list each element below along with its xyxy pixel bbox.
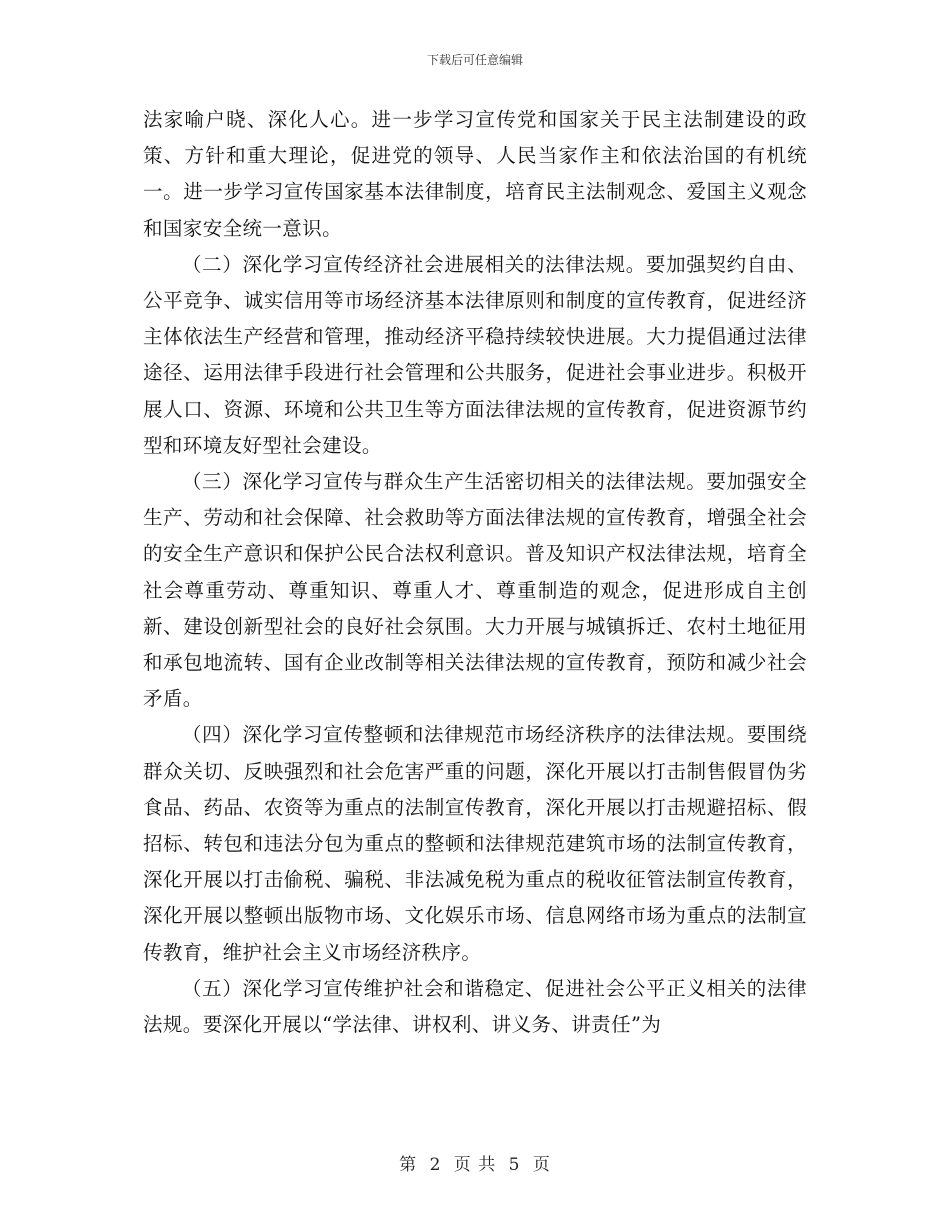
- total-page-count: 5: [508, 1155, 521, 1175]
- footer-middle: 页 共: [453, 1155, 497, 1175]
- paragraph-continuation: 法家喻户晓、深化人心。进一步学习宣传党和国家关于民主法制建设的政策、方针和重大理论，促进党的领导、人民当家作主和依法治国的有机统一。进一步学习宣传国家基本法律制度，培育民主法制观念、爱国主义观念和国家安全统一意识。: [143, 108, 807, 240]
- footer-suffix: 页: [532, 1155, 551, 1175]
- page-header: 下载后可任意编辑: [426, 53, 523, 67]
- page-footer: [0, 1154, 950, 1176]
- paragraph-section-4: （四）深化学习宣传整顿和法律规范市场经济秩序的法律法规。要围绕群众关切、反映强烈和社会危害严重的问题，深化开展以打击制售假冒伪劣食品、药品、农资等为重点的法制宣传教育，深化开展以打击规避招标、假招标、转包和违法分包为重点的整顿和法律规范建筑市场的法制宣传教育，深化开展以打击偷税、骗税、非法减免税为重点的税收征管法制宣传教育，深化开展以整顿出版物市场、文化娱乐市场、信息网络市场为重点的法制宣传教育，维护社会主义市场经济秩序。: [143, 723, 807, 964]
- current-page-number: 2: [429, 1155, 442, 1175]
- paragraph-section-2: （二）深化学习宣传经济社会进展相关的法律法规。要加强契约自由、公平竞争、诚实信用等市场经济基本法律原则和制度的宣传教育，促进经济主体依法生产经营和管理，推动经济平稳持续较快进展。大力提倡通过法律途径、运用法律手段进行社会管理和公共服务，促进社会事业进步。积极开展人口、资源、环境和公共卫生等方面法律法规的宣传教育，促进资源节约型和环境友好型社会建设。: [143, 252, 807, 457]
- footer-prefix: 第: [399, 1155, 418, 1175]
- paragraph-section-3: （三）深化学习宣传与群众生产生活密切相关的法律法规。要加强安全生产、劳动和社会保障、社会救助等方面法律法规的宣传教育，增强全社会的安全生产意识和保护公民合法权利意识。普及知识产权法律法规，培育全社会尊重劳动、尊重知识、尊重人才、尊重制造的观念，促进形成自主创新、建设创新型社会的良好社会氛围。大力开展与城镇拆迁、农村土地征用和承包地流转、国有企业改制等相关法律法规的宣传教育，预防和减少社会矛盾。: [143, 470, 807, 711]
- document-body: [143, 102, 807, 1043]
- paragraph-section-5: （五）深化学习宣传维护社会和谐稳定、促进社会公平正义相关的法律法规。要深化开展以“学法律、讲权利、讲义务、讲责任”为: [143, 976, 807, 1037]
